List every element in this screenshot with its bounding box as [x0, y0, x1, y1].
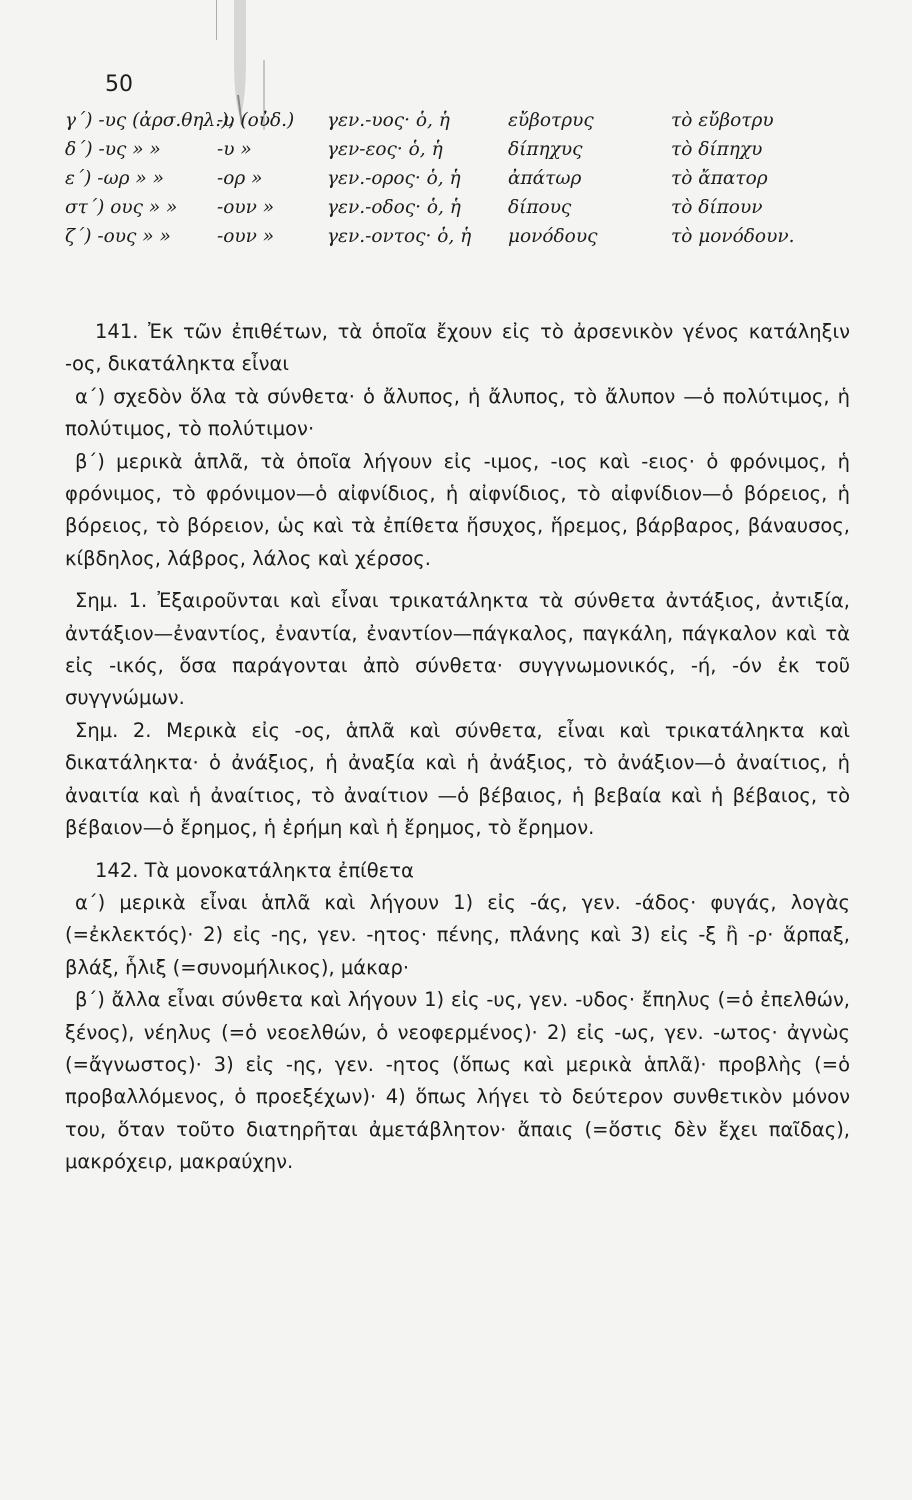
row-neuter: -ουν » [217, 197, 275, 218]
body-text [65, 312, 850, 1179]
row-genitive: γεν.-οδος· ὁ, ἡ [327, 197, 461, 218]
row-genitive: γεν-εος· ὁ, ἡ [327, 139, 443, 160]
row-genitive: γεν.-οντος· ὁ, ἡ [327, 226, 472, 247]
row-ending: ζ΄) -ους » » [65, 226, 171, 247]
paragraph-beta-142: β΄) ἄλλα εἶναι σύνθετα καὶ λήγουν 1) εἰς -υς, γεν. -υδος· ἔπηλυς (=ὁ ἐπελθών, ξένος), νέηλυς (=ὁ νεοελθών, ὁ νεοφερμένος)· 2) εἰς -ως, γεν. -ωτος· ἀγνὼς (=ἄγνωστος)· 3) εἰς -ης, γεν. -ητος (ὅπως καὶ μερικὰ ἁπλᾶ)· προβλὴς (=ὁ προβαλλόμενος, ὁ προεξέχων)· 4) ὅπως λήγει τὸ δεύτερον συνθετικὸν μόνον του, ὅταν τοῦτο διατηρῆται ἀμετάβλητον· ἄπαις (=ὅστις δὲν ἔχει παῖδας), μακρόχειρ, μακραύχην. [65, 988, 850, 1174]
page-number: 50 [105, 72, 133, 97]
row-neuter: -υ (οὐδ.) [217, 110, 295, 131]
row-neuter-example: τὸ μονόδουν. [671, 226, 795, 247]
note-1: Σημ. 1. Ἐξαιροῦνται καὶ εἶναι τρικατάληκτα τὰ σύνθετα ἀντάξιος, ἀντιξία, ἀντάξιον—ἐναντίος, ἐναντία, ἐναντίον—πάγκαλος, παγκάλη, πάγκαλον καὶ τὰ εἰς -ικός, ὅσα παράγονται ἀπὸ σύνθετα· συγγνωμονικός, -ή, -όν ἐκ τοῦ συγγνώμων. [65, 589, 850, 710]
row-neuter: -ορ » [217, 168, 263, 189]
row-ending: γ΄) -υς (ἀρσ.θηλ.), [65, 110, 235, 131]
ending-table [65, 110, 855, 255]
row-neuter-example: τὸ δίπηχυ [671, 139, 763, 160]
row-example: μονόδους [508, 226, 598, 247]
row-genitive: γεν.-ορος· ὁ, ἡ [327, 168, 461, 189]
section-141-paragraph: 141. Ἐκ τῶν ἐπιθέτων, τὰ ὁποῖα ἔχουν εἰς τὸ ἀρσενικὸν γένος κατάληξιν -ος, δικατάληκτα εἶναι [65, 320, 850, 376]
note-2: Σημ. 2. Μερικὰ εἰς -ος, ἁπλᾶ καὶ σύνθετα, εἶναι καὶ τρικατάληκτα καὶ δικατάληκτα· ὁ ἀνάξιος, ἡ ἀναξία καὶ ἡ ἀνάξιος, τὸ ἀνάξιον—ὁ ἀναίτιος, ἡ ἀναιτία καὶ ἡ ἀναίτιος, τὸ ἀναίτιον —ὁ βέβαιος, ἡ βεβαία καὶ ἡ βέβαιος, τὸ βέβαιον—ὁ ἔρημος, ἡ ἐρήμη καὶ ἡ ἔρημος, τὸ ἔρημον. [65, 718, 850, 840]
row-ending: δ΄) -υς » » [65, 139, 161, 160]
paragraph-beta: β΄) μερικὰ ἁπλᾶ, τὰ ὁποῖα λήγουν εἰς -ιμος, -ιος καὶ -ειος· ὁ φρόνιμος, ἡ φρόνιμος, τὸ φρόνιμον—ὁ αἰφνίδιος, ἡ αἰφνίδιος, τὸ αἰφνίδιον—ὁ βόρειος, ἡ βόρειος, τὸ βόρειον, ὡς καὶ τὰ ἐπίθετα ἥσυχος, ἥρεμος, βάρβαρος, βάναυσος, κίβδηλος, λάβρος, λάλος καὶ χέρσος. [65, 449, 850, 570]
row-ending: στ΄) ους » » [65, 197, 178, 218]
row-neuter-example: τὸ ἄπατορ [671, 168, 768, 189]
row-neuter: -ουν » [217, 226, 275, 247]
row-example: δίπους [508, 197, 572, 218]
table-row [65, 197, 855, 226]
row-example: ἀπάτωρ [508, 168, 582, 189]
table-row [65, 226, 855, 255]
row-example: εὔβοτρυς [508, 110, 594, 131]
paragraph-alpha: α΄) σχεδὸν ὅλα τὰ σύνθετα· ὁ ἄλυπος, ἡ ἄλυπος, τὸ ἄλυπον —ὁ πολύτιμος, ἡ πολύτιμος, τὸ πολύτιμον· [65, 384, 850, 441]
section-142-heading: 142. Τὰ μονοκατάληκτα ἐπίθετα [95, 858, 414, 882]
table-row [65, 110, 855, 139]
table-row [65, 139, 855, 168]
table-row [65, 168, 855, 197]
row-neuter-example: τὸ εὔβοτρυ [671, 110, 774, 131]
row-example: δίπηχυς [508, 139, 583, 160]
row-ending: ε΄) -ωρ » » [65, 168, 164, 189]
paragraph-alpha-142: α΄) μερικὰ εἶναι ἁπλᾶ καὶ λήγουν 1) εἰς -άς, γεν. -άδος· φυγάς, λογὰς (=ἐκλεκτός)· 2) εἰς -ης, γεν. -ητος· πένης, πλάνης καὶ 3) εἰς -ξ ἢ -ρ· ἅρπαξ, βλάξ, ἧλιξ (=συνομήλικος), μάκαρ· [65, 890, 850, 979]
row-neuter-example: τὸ δίπουν [671, 197, 763, 218]
row-genitive: γεν.-υος· ὁ, ἡ [327, 110, 450, 131]
row-neuter: -υ » [217, 139, 252, 160]
